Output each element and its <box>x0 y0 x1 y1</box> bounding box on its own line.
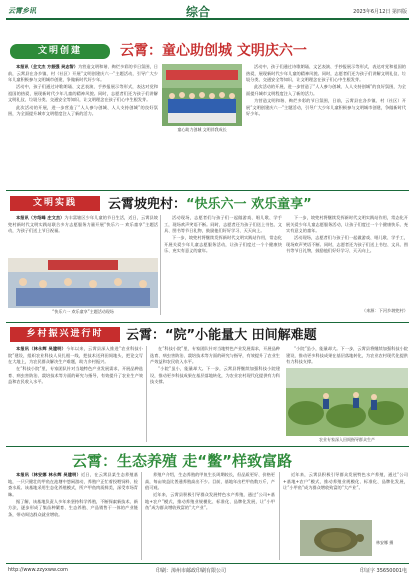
article4-photo <box>300 520 372 556</box>
article1-para: 活动中，孩子们通过诗歌朗诵、文艺表演、手抄报展示等形式，表达对党和祖国的热爱，展现新时代少年儿童的精神风貌。同时，志愿者们还为孩子们讲解文明礼仪、垃圾分类、交通安全等知识，让文明理念在孩子们心中生根发芽。 <box>246 64 406 83</box>
divider <box>6 446 409 447</box>
article2-headline-quote: “快乐六一 欢乐童享” <box>186 197 312 212</box>
turtle-photo-image <box>300 520 372 556</box>
article3-caption: 农业专家深入田间指导群众生产 <box>319 437 375 442</box>
article1-tag: 文明创建 <box>10 44 110 59</box>
article4-para: 据了解，该基地负责人多年来坚持科学养殖，不断探索新技术、新方法，逐步形成了集苗种繁育、生态养殖、产品销售于一体的产业链条，带动周边群众就业增收。 <box>8 498 138 518</box>
article1-para: 活动中，孩子们通过诗歌朗诵、文艺表演、手抄报展示等形式，表达对党和祖国的热爱，展现新时代少年儿童的精神风貌。同时，志愿者们还为孩子们讲解文明礼仪、垃圾分类、交通安全等知识，让文明理念在孩子们心中生根发芽。 <box>8 84 158 103</box>
article4-headline: 云霄：生态养殖 走“鳖”样致富路 <box>72 452 292 470</box>
article2-body <box>8 215 158 255</box>
article3-body <box>8 346 143 444</box>
article1-headline: 云霄：童心助创城 文明庆六一 <box>120 43 307 59</box>
article1-body-col2 <box>246 64 406 188</box>
article2-headline-prefix: 云霄坡兜村： <box>108 197 187 212</box>
column-divider <box>279 472 280 560</box>
classroom-photo-image <box>8 258 158 308</box>
article3-para: “小院”虽小，能量却大。下一步，云霄县将继续加强科技小院建设，推动更多科技成果在基层落地转化，为农业农村现代化提供有力科技支撑。 <box>286 346 408 365</box>
article2-para: 活动现场，志愿者们与孩子们一起做游戏、唱儿歌、学手工，现场欢声笑语不断。同时，志愿者还为孩子们送上书包、文具、图书等节日礼物，鼓励他们好好学习、天天向上。 <box>164 215 282 234</box>
footer-printer: 印刷：漳州市邮政印刷有限公司 <box>156 568 227 574</box>
section-title: 综合 <box>186 5 211 19</box>
article4-byline: 本报讯（林安娜 林永辉 吴建明） <box>16 472 81 477</box>
article3-byline: 本报讯（林永辉 吴建明） <box>16 346 67 351</box>
article3-para: “小院”虽小，能量却大。下一步，云霄县将继续加强科技小院建设，推动更多科技成果在基层落地转化，为农业农村现代化提供有力科技支撑。 <box>150 366 280 385</box>
article2-para: 为丰富辖区少年儿童的节日生活，近日，云霄县坡兜村新时代文明实践站联合多方志愿服务力量开展“快乐六一 欢乐童享”主题活动，为孩子们送上节日祝福。 <box>8 215 158 234</box>
article3-headline: 云霄：“院”小能量大 田间解难题 <box>126 328 317 343</box>
article1-para: 为营造文明和谐、绚烂多彩的节日氛围，日前，云霄县在各乡镇、村（社区）开展“文明创建庆六一”主题活动，引导广大少年儿童积极参与文明城市创建，争做新时代好少年。 <box>8 64 158 83</box>
masthead <box>6 4 409 20</box>
article3-photo <box>286 368 408 436</box>
footer-phone: 印证字 35650001电 <box>359 568 407 574</box>
article2-byline: 本报讯（方绍峰 庄文杰） <box>16 215 65 220</box>
article2-headline <box>108 193 312 212</box>
field-photo-image <box>286 368 408 436</box>
article3-para: 在“科技小院”里，专家团队针对当地特色产业发展需求，开展品种选育、病虫害防治、栽培技术等方面的研究与指导，有效提升了农业生产效益和农民收入水平。 <box>8 366 143 385</box>
column-divider <box>141 472 142 560</box>
article4-para: 近年来，云霄县积极引导群众发展特色水产养殖，通过“公司+基地+农户”模式，推动养殖业规模化、标准化、品牌化发展，让“小甲鱼”成为群众增收致富的“大产业”。 <box>145 492 275 511</box>
article4-para: 近年来，云霄县积极引导群众发展特色水产养殖，通过“公司+基地+农户”模式，推动养殖业规模化、标准化、品牌化发展，让“小甲鱼”成为群众增收致富的“大产业”。 <box>283 472 408 491</box>
article2-photo <box>8 258 158 308</box>
article4-para: 养殖户介绍，生态养殖的甲鱼生长周期较长，但品质更好、价格更高，每亩效益比普通养殖高出不少。目前，基地年出栏甲鱼数万斤，产值可观。 <box>145 472 275 491</box>
article3-body-col3 <box>286 346 408 366</box>
footer-url: http://www.zzyxww.com <box>8 567 68 573</box>
article3-tag: 乡村振兴进行时 <box>10 327 120 342</box>
article1-byline: 本报讯（全文杰 方振强 吴志智） <box>16 64 78 69</box>
group-photo-image <box>162 64 242 126</box>
article2-tag: 文明实践 <box>10 196 100 211</box>
divider <box>6 190 409 191</box>
issue-date: 2023年6月12日 第四版 <box>353 9 407 15</box>
article1-para: 为营造文明和谐、绚烂多彩的节日氛围，日前，云霄县在各乡镇、村（社区）开展“文明创建庆六一”主题活动，引导广大少年儿童积极参与文明城市创建，争做新时代好少年。 <box>246 97 406 117</box>
article2-para: 下一步，坡兜村将继续发挥新时代文明实践站作用，常态化开展关爱少年儿童志愿服务活动，让孩子们度过一个个健康快乐、充实有意义的童年。 <box>286 215 408 234</box>
column-divider <box>160 215 161 315</box>
divider <box>6 322 409 323</box>
article2-body-col3 <box>286 215 408 307</box>
article3-para: 在“科技小院”里，专家团队针对当地特色产业发展需求，开展品种选育、病虫害防治、栽培技术等方面的研究与指导，有效提升了农业生产效益和农民收入水平。 <box>150 346 280 365</box>
article2-para: 活动现场，志愿者们与孩子们一起做游戏、唱儿歌、学手工，现场欢声笑语不断。同时，志愿者还为孩子们送上书包、文具、图书等节日礼物，鼓励他们好好学习、天天向上。 <box>286 235 408 254</box>
article1-caption: 童心助力创城 文明伴我成长 <box>177 127 227 132</box>
article2-para: 下一步，坡兜村将继续发挥新时代文明实践站作用，常态化开展关爱少年儿童志愿服务活动，让孩子们度过一个个健康快乐、充实有意义的童年。 <box>164 235 282 254</box>
page-footer <box>6 563 409 574</box>
article4-body <box>8 472 138 562</box>
article4-para: 近日，在云霄县某生态养殖基地，一只只健壮的甲鱼在池塘中悠闲游动，养殖户正忙着投喂饲料、检查水质。该基地采用生态化养殖模式，所产甲鱼肉质鲜美，深受市场青睐。 <box>8 472 138 497</box>
article4-caption: 林安娜 摄 <box>376 540 394 545</box>
article1-body <box>8 64 158 188</box>
article3-para: 今年以来，云霄县深入推进“农业科技小院”建设，组织农业科技人员扎根一线，把技术送到田间地头，把论文写在大地上，为农民群众解决生产难题，助力乡村振兴。 <box>8 346 143 365</box>
article1-para: 此次活动的开展，进一步营造了“人人参与创城、人人支持创城”的良好氛围，为全面提升城市文明程度注入了新的活力。 <box>8 104 158 117</box>
paper-name: 云霄乡讯 <box>8 6 36 15</box>
article1-para: 此次活动的开展，进一步营造了“人人参与创城、人人支持创城”的良好氛围，为全面提升城市文明程度注入了新的活力。 <box>246 84 406 96</box>
article4-body-col3 <box>283 472 408 518</box>
article2-caption: “快乐六一 欢乐童享”主题活动现场 <box>52 309 114 314</box>
article4-body-col2 <box>145 472 275 562</box>
column-divider <box>146 346 147 442</box>
article1-photo <box>162 64 242 126</box>
article2-body-col2 <box>164 215 282 315</box>
article3-body-col2 <box>150 346 280 444</box>
article2-source: （来源：下河乡坡兜村） <box>361 308 408 313</box>
